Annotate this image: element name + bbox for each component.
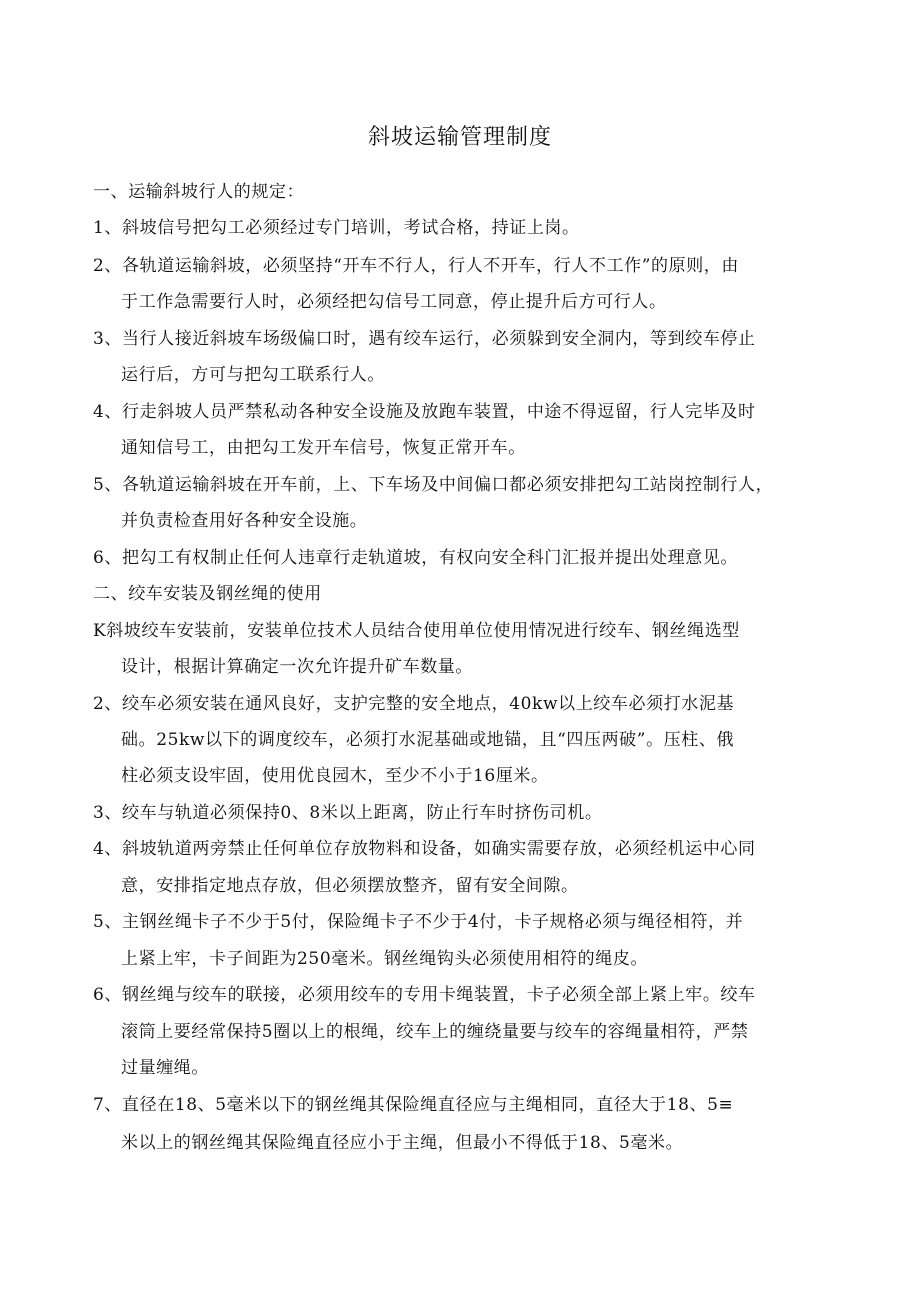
section-heading-1: 一、运输斜坡行人的规定： (93, 182, 305, 202)
paragraph-line: 并负责检查用好各种安全设施。 (121, 511, 368, 531)
document-title: 斜坡运输管理制度 (367, 125, 552, 150)
paragraph-line: 5、主钢丝绳卡子不少于5付，保险绳卡子不少于4付，卡子规格必须与绳径相符，并 (93, 912, 744, 932)
paragraph-line: 意，安排指定地点存放，但必须摆放整齐，留有安全间隙。 (121, 876, 579, 896)
paragraph-line: 3、当行人接近斜坡车场级偏口时，遇有绞车运行，必须躲到安全洞内，等到绞车停止 (93, 329, 756, 349)
paragraph-line: 3、绞车与轨道必须保持0、8米以上距离，防止行车时挤伤司机。 (93, 803, 603, 823)
paragraph-line: 米以上的钢丝绳其保险绳直径应小于主绳，但最小不得低于18、5毫米。 (121, 1133, 684, 1153)
paragraph-line: 上紧上牢，卡子间距为250毫米。钢丝绳钩头必须使用相符的绳皮。 (121, 949, 649, 969)
paragraph-line: 7、直径在18、5毫米以下的钢丝绳其保险绳直径应与主绳相同，直径大于18、5≡ (93, 1095, 734, 1115)
paragraph-line: 2、绞车必须安装在通风良好，支护完整的安全地点，40kw以上绞车必须打水泥基 (93, 694, 735, 714)
paragraph-line: 于工作急需要行人时，必须经把勾信号工同意，停止提升后方可行人。 (121, 292, 667, 312)
paragraph-line: 5、各轨道运输斜坡在开车前，上、下车场及中间偏口都必须安排把勾工站岗控制行人， (93, 475, 774, 495)
paragraph-line: K斜坡绞车安装前，安装单位技术人员结合使用单位使用情况进行绞车、钢丝绳选型 (93, 621, 740, 641)
paragraph-line: 6、钢丝绳与绞车的联接，必须用绞车的专用卡绳装置，卡子必须全部上紧上牢。绞车 (93, 985, 756, 1005)
paragraph-line: 6、把勾工有权制止任何人违章行走轨道坡，有权向安全科门汇报并提出处理意见。 (93, 548, 739, 568)
paragraph-line: 设计，根据计算确定一次允许提升矿车数量。 (121, 657, 473, 677)
paragraph-line: 础。25kw以下的调度绞车，必须打水泥基础或地锚，且“四压两破”。压柱、俄 (121, 730, 735, 750)
paragraph-line: 运行后，方可与把勾工联系行人。 (121, 365, 385, 385)
paragraph-line: 4、行走斜坡人员严禁私动各种安全设施及放跑车装置，中途不得逗留，行人完毕及时 (93, 402, 756, 422)
paragraph-line: 2、各轨道运输斜坡，必须坚持“开车不行人，行人不开车，行人不工作”的原则，由 (93, 256, 739, 276)
section-heading-2: 二、绞车安装及钢丝绳的使用 (93, 584, 322, 604)
paragraph-line: 过量缠绳。 (121, 1058, 209, 1078)
paragraph-line: 4、斜坡轨道两旁禁止任何单位存放物料和设备，如确实需要存放，必须经机运中心同 (93, 839, 756, 859)
paragraph-line: 滚筒上要经常保持5圈以上的根绳，绞车上的缠绕量要与绞车的容绳量相符，严禁 (121, 1022, 749, 1042)
paragraph-line: 1、斜坡信号把勾工必须经过专门培训，考试合格，持证上岗。 (93, 218, 580, 238)
paragraph-line: 通知信号工，由把勾工发开车信号，恢复正常开车。 (121, 438, 526, 458)
paragraph-line: 柱必须支设牢固，使用优良园木，至少不小于16厘米。 (121, 766, 549, 786)
